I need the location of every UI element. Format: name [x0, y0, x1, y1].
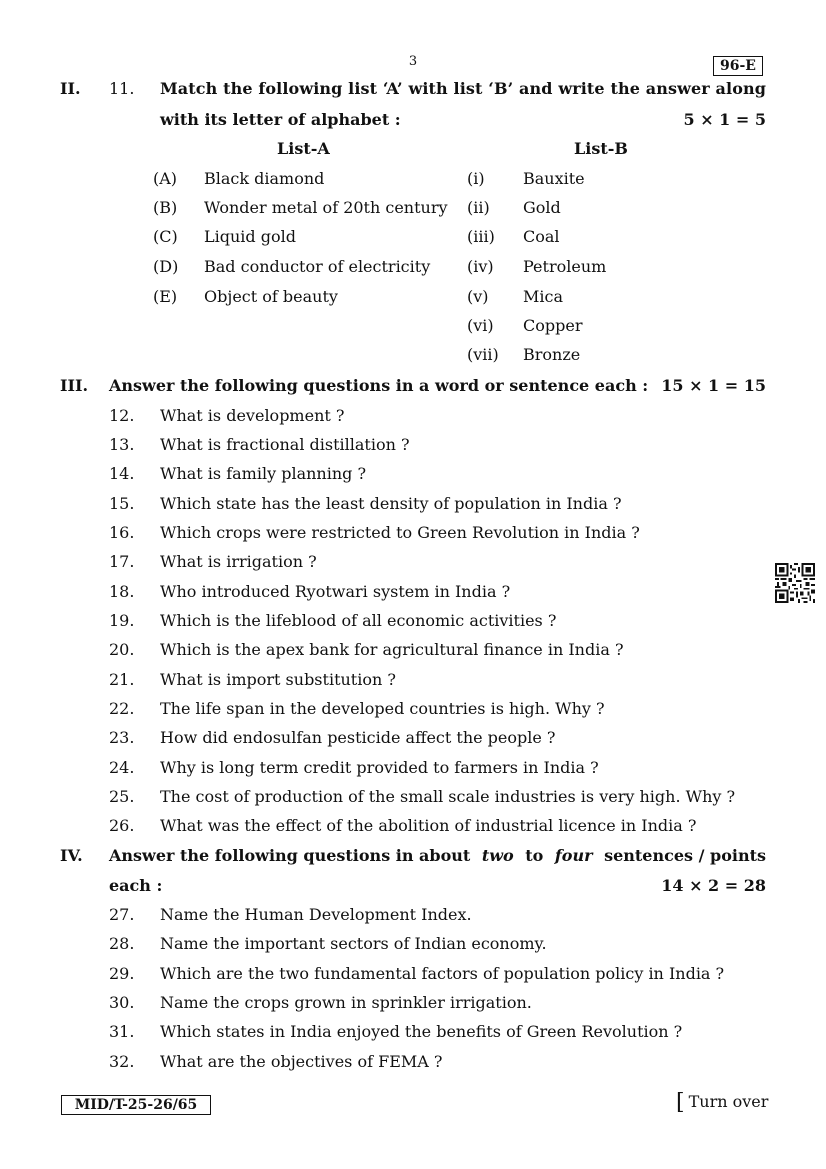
list-b-title: List-B — [574, 139, 628, 158]
list-b-item: Bronze — [523, 345, 581, 364]
question-text: Which are the two fundamental factors of population policy in India ? — [160, 964, 725, 983]
list-b-item: Mica — [523, 287, 563, 306]
match-instruction-line1 — [160, 79, 766, 99]
section-ii-marks: 5 × 1 = 5 — [683, 110, 766, 129]
heading-word-emphasis: four — [554, 846, 593, 865]
list-a-item: Liquid gold — [204, 227, 296, 246]
question-text: Which is the apex bank for agricultural finance in India ? — [160, 640, 624, 659]
section-iv-marks: 14 × 2 = 28 — [661, 876, 766, 895]
turn-over-note — [676, 1092, 768, 1113]
list-a-key: (A) — [153, 169, 178, 188]
list-a-key: (E) — [153, 287, 178, 306]
question-text: The cost of production of the small scale industries is very high. Why ? — [160, 787, 736, 806]
footer-paper-code: MID/T-25-26/65 — [61, 1095, 211, 1115]
question-number: 19. — [109, 611, 135, 630]
section-iii-marks: 15 × 1 = 15 — [661, 376, 766, 395]
question-number: 11. — [109, 79, 135, 98]
question-number: 22. — [109, 699, 135, 718]
list-b-item: Copper — [523, 316, 583, 335]
list-a-item: Wonder metal of 20th century — [204, 198, 448, 217]
question-number: 13. — [109, 435, 135, 454]
question-number: 14. — [109, 464, 135, 483]
question-text: How did endosulfan pesticide affect the people ? — [160, 728, 556, 747]
question-number: 21. — [109, 670, 135, 689]
heading-word: to — [525, 846, 544, 865]
section-label-iii: III. — [60, 376, 89, 395]
turn-over-text: Turn over — [688, 1092, 769, 1111]
question-text: Which is the lifeblood of all economic activities ? — [160, 611, 557, 630]
question-text: Which state has the least density of population in India ? — [160, 494, 622, 513]
heading-word-emphasis: two — [481, 846, 514, 865]
qr-code-icon — [775, 563, 815, 603]
question-number: 27. — [109, 905, 135, 924]
paper-code: 96-E — [713, 56, 763, 76]
list-b-key: (ii) — [467, 198, 490, 217]
list-a-item: Object of beauty — [204, 287, 338, 306]
question-number: 17. — [109, 552, 135, 571]
question-text: Who introduced Ryotwari system in India ? — [160, 582, 511, 601]
question-number: 16. — [109, 523, 135, 542]
question-number: 31. — [109, 1022, 135, 1041]
bracket-glyph: [ — [676, 1090, 685, 1115]
question-text: What is import substitution ? — [160, 670, 396, 689]
list-b-item: Gold — [523, 198, 561, 217]
match-instruction-text: Match the following list ‘A’ with list ‘B’ and write the answer along — [160, 79, 766, 98]
list-b-item: Bauxite — [523, 169, 585, 188]
question-text: What is family planning ? — [160, 464, 367, 483]
section-iii-heading: Answer the following questions in a word or sentence each : — [109, 376, 649, 395]
question-number: 20. — [109, 640, 135, 659]
list-b-key: (v) — [467, 287, 489, 306]
list-a-key: (D) — [153, 257, 179, 276]
question-text: Which crops were restricted to Green Revolution in India ? — [160, 523, 640, 542]
list-a-item: Black diamond — [204, 169, 325, 188]
question-text: What is development ? — [160, 406, 345, 425]
question-text: The life span in the developed countries is high. Why ? — [160, 699, 605, 718]
question-text: Name the crops grown in sprinkler irrigation. — [160, 993, 532, 1012]
list-b-item: Coal — [523, 227, 560, 246]
list-b-key: (vii) — [467, 345, 499, 364]
question-text: What is fractional distillation ? — [160, 435, 410, 454]
question-text: Name the important sectors of Indian economy. — [160, 934, 547, 953]
question-number: 28. — [109, 934, 135, 953]
section-label-ii: II. — [60, 79, 81, 98]
question-text: What was the effect of the abolition of industrial licence in India ? — [160, 816, 697, 835]
question-number: 30. — [109, 993, 135, 1012]
question-text: Why is long term credit provided to farmers in India ? — [160, 758, 599, 777]
question-text: Which states in India enjoyed the benefits of Green Revolution ? — [160, 1022, 683, 1041]
question-number: 15. — [109, 494, 135, 513]
heading-word: Answer the following questions in about — [109, 846, 471, 865]
list-b-key: (vi) — [467, 316, 494, 335]
section-label-iv: IV. — [60, 846, 83, 865]
list-b-key: (iii) — [467, 227, 495, 246]
question-number: 25. — [109, 787, 135, 806]
question-number: 29. — [109, 964, 135, 983]
list-a-key: (C) — [153, 227, 178, 246]
section-iv-heading — [109, 846, 766, 866]
heading-word: sentences / points — [604, 846, 766, 865]
question-text: Name the Human Development Index. — [160, 905, 472, 924]
question-number: 12. — [109, 406, 135, 425]
list-b-key: (i) — [467, 169, 485, 188]
question-number: 23. — [109, 728, 135, 747]
question-number: 24. — [109, 758, 135, 777]
question-text: What is irrigation ? — [160, 552, 317, 571]
section-iv-heading-line2: each : — [109, 876, 163, 895]
match-instruction-line2: with its letter of alphabet : — [160, 110, 401, 129]
list-a-item: Bad conductor of electricity — [204, 257, 431, 276]
list-a-title: List-A — [277, 139, 330, 158]
page-number: 3 — [408, 54, 418, 69]
question-number: 26. — [109, 816, 135, 835]
question-number: 18. — [109, 582, 135, 601]
list-a-key: (B) — [153, 198, 178, 217]
list-b-item: Petroleum — [523, 257, 607, 276]
question-number: 32. — [109, 1052, 135, 1071]
question-text: What are the objectives of FEMA ? — [160, 1052, 443, 1071]
list-b-key: (iv) — [467, 257, 494, 276]
